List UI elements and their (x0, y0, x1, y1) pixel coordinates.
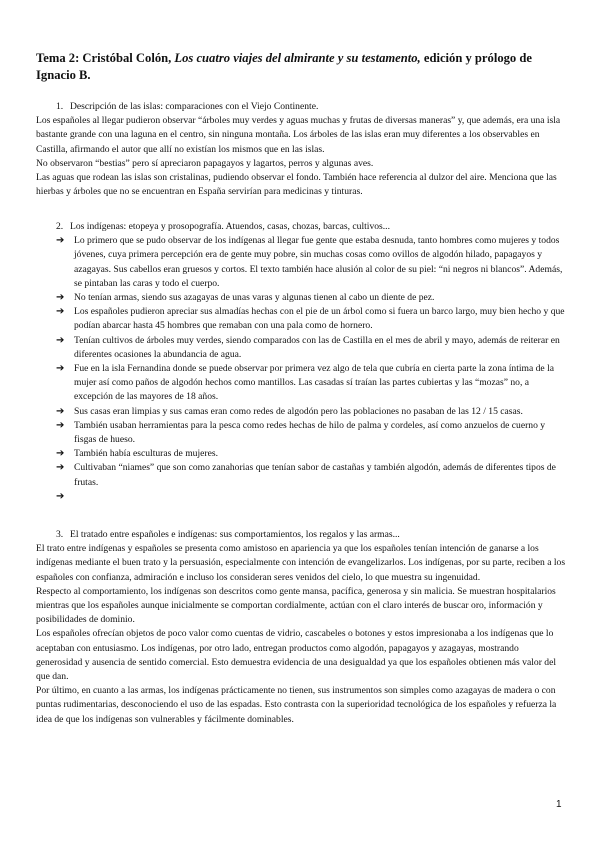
section-1-heading-text: Descripción de las islas: comparaciones con el Viejo Continente. (70, 101, 319, 112)
list-item (36, 419, 566, 447)
section-2 (36, 220, 566, 502)
arrow-right-icon: ➔ (56, 306, 65, 318)
page-number: 1 (556, 799, 562, 810)
list-item-text: También había esculturas de mujeres. (74, 448, 218, 460)
list-item (36, 291, 566, 305)
section-1-paragraph: No observaron “bestias” pero sí apreciaron papagayos y lagartos, perros y algunas aves. (36, 157, 374, 169)
list-item (36, 305, 566, 333)
arrow-right-icon: ➔ (56, 490, 65, 502)
section-3-paragraph: Por último, en cuanto a las armas, los indígenas prácticamente no tienen, sus instrumentos son simples como azagayas de madera o con puntas rudimentarias, desconociendo el uso de las espadas. Esto contrasta con la superioridad tecnológica de los españoles y refuerza la idea de que los indígenas son vulnerables y fácilmente dominables. (36, 685, 557, 725)
title-suffix: edición y prólogo de Ignacio B. (36, 51, 532, 82)
arrow-right-icon: ➔ (56, 334, 65, 346)
list-item-text: Lo primero que se pudo observar de los indígenas al llegar fue gente que estaba desnuda, tanto hombres como mujeres y todos jóvenes, cuya primera percepción era de gente muy pobre, sin muchas cosas como ovillos de algodón hilado, papagayos y azagayas. Sus cabellos eran gruesos y cortos. El texto también hace alusión al color de su piel: “ni negros ni blancos”. Además, se pintaban las caras y todo el cuerpo. (74, 235, 563, 289)
section-3-heading-text: El tratado entre españoles e indígenas: sus comportamientos, los regalos y las armas... (70, 529, 400, 540)
section-2-number: 2. (56, 221, 64, 232)
document-title (36, 50, 566, 84)
section-3 (36, 528, 566, 727)
list-item (36, 234, 566, 291)
list-item (36, 362, 566, 405)
arrow-right-icon: ➔ (56, 235, 65, 247)
section-1-heading (36, 100, 566, 114)
list-item-text: También usaban herramientas para la pesca como redes hechas de hilo de palma y cordeles, así como anzuelos de cuerno y fisgas de hueso. (74, 419, 546, 446)
list-item (36, 334, 566, 362)
section-1-paragraph: Las aguas que rodean las islas son cristalinas, pudiendo observar el fondo. También hace referencia al dulzor del aire. Menciona que las hierbas y árboles que no se encuentran en España servirían para medicinas y tinturas. (36, 172, 557, 198)
list-item (36, 461, 566, 489)
section-1-paragraph: Los españoles al llegar pudieron observar “árboles muy verdes y aguas muchas y frutas de diversas maneras” y, que además, era una isla bastante grande con una laguna en el centro, sin ninguna montaña. Los árboles de las islas eran muy diferentes a los observables en Castilla, afirmando el autor que allí no existían los mismos que en las islas. (36, 115, 561, 155)
section-2-heading (36, 220, 566, 234)
list-item-text: Los españoles pudieron apreciar sus almadías hechas con el pie de un árbol como si fuera un barco largo, muy bien hecho y que podían abarcar hasta 45 hombres que remaban con una pala como de hornero. (74, 306, 565, 332)
list-item-text: Sus casas eran limpias y sus camas eran como redes de algodón pero las poblaciones no pasaban de las 12 / 15 casas. (74, 405, 523, 417)
list-item-text: No tenían armas, siendo sus azagayas de unas varas y algunas tienen al cabo un diente de pez. (74, 292, 435, 304)
arrow-right-icon: ➔ (56, 292, 65, 304)
section-3-heading (36, 528, 566, 542)
arrow-right-icon: ➔ (56, 363, 65, 375)
list-item (36, 405, 566, 419)
section-3-paragraph: Respecto al comportamiento, los indígenas son descritos como gente mansa, pacífica, generosa y sin malicia. Se muestran hospitalarios mientras que los españoles aunque inicialmente se comportan cordialmente, actúan con el claro interés de buscar oro, información y posibilidades de dominio. (36, 585, 556, 626)
list-item-text: Fue en la isla Fernandina donde se puede observar por primera vez algo de tela que cubría en cierta parte la zona íntima de la mujer así como paños de algodón hechos como mantillos. Las casadas sí traían las partes cubiertas y las “mozas” no, a excepción de las mayores de 18 años. (74, 363, 555, 403)
section-2-heading-text: Los indígenas: etopeya y prosopografía. Atuendos, casas, chozas, barcas, cultivos... (70, 221, 390, 232)
list-item-text: Cultivaban “niames” que son como zanahorias que tenían sabor de castañas y también algodón, además de diferentes tipos de frutas. (74, 462, 556, 488)
section-3-paragraph: El trato entre indígenas y españoles se presenta como amistoso en apariencia ya que los españoles tenían intención de ganarse a los indígenas mediante el buen trato y la persuasión, especialmente con intención de evangelizarlos. Los indígenas, por su parte, reciben a los españoles con confianza, admiración e incluso los consideran seres venidos del cielo, lo que muestra su ingenuidad. (36, 543, 566, 583)
arrow-right-icon: ➔ (56, 448, 65, 460)
title-prefix: Tema 2: Cristóbal Colón, (36, 51, 175, 65)
title-book: Los cuatro viajes del almirante y su testamento, (174, 51, 421, 65)
arrow-right-icon: ➔ (56, 405, 65, 417)
section-1-number: 1. (56, 101, 64, 112)
section-3-number: 3. (56, 529, 64, 540)
section-2-list (36, 234, 566, 502)
section-3-paragraph: Los españoles ofrecían objetos de poco valor como cuentas de vidrio, cascabeles o botones y estos impresionaba a los indígenas que lo aceptaban con entusiasmo. Los indígenas, por otro lado, entregan productos como algodón, papagayos y azagayas, mostrando generosidad y ausencia de sentido comercial. Esto demuestra evidencia de una desigualdad ya que los españoles obtienen más valor del que dan. (36, 628, 557, 683)
section-1 (36, 100, 566, 199)
list-item-text: Tenían cultivos de árboles muy verdes, siendo comparados con las de Castilla en el mes de abril y mayo, además de reiterar en diferentes ocasiones la abundancia de agua. (74, 334, 560, 360)
list-item (36, 447, 566, 461)
arrow-right-icon: ➔ (56, 419, 65, 431)
arrow-right-icon: ➔ (56, 462, 65, 474)
